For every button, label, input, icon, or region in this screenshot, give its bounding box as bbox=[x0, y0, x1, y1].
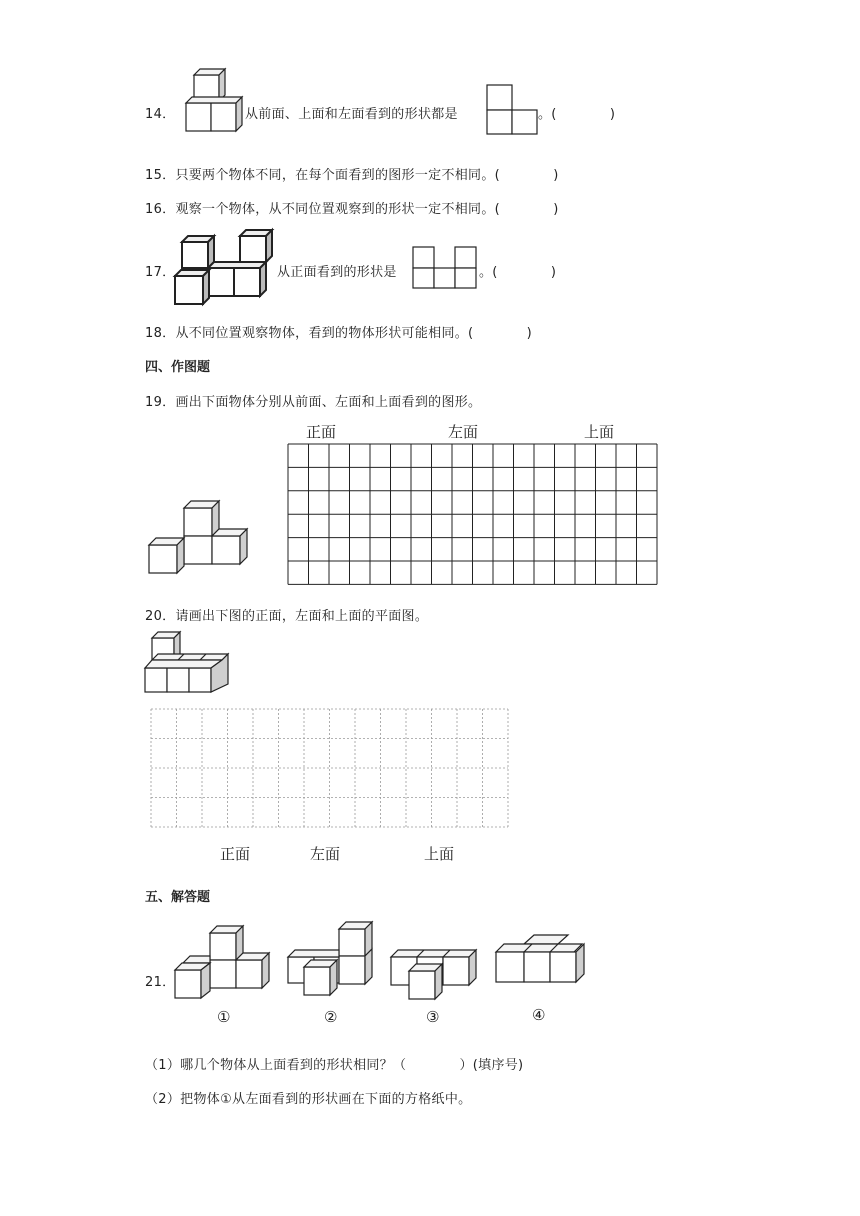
q14-text: 从前面、上面和左面看到的形状都是 bbox=[245, 107, 458, 122]
q14-number: 14． bbox=[145, 107, 176, 122]
q21-sub1-text: （1）哪几个物体从上面看到的形状相同？（ ）(填序号) bbox=[145, 1058, 524, 1073]
q21-figure-4 bbox=[494, 934, 588, 990]
q19-label-front: 正面 bbox=[306, 423, 337, 441]
q18-text: 18．从不同位置观察物体，看到的物体形状可能相同。( ) bbox=[145, 326, 532, 341]
q19-cube-figure bbox=[147, 500, 249, 576]
section-4-heading: 四、作图题 bbox=[145, 360, 211, 375]
q14-cube-figure bbox=[184, 67, 246, 133]
q20-grid-paper bbox=[150, 708, 510, 830]
q14-answer-shape bbox=[486, 84, 538, 136]
q20-label-front: 正面 bbox=[220, 845, 251, 863]
q17-answer-shape bbox=[412, 246, 478, 290]
q19-text: 19．画出下面物体分别从前面、左面和上面看到的图形。 bbox=[145, 395, 482, 410]
q21-label-1: ① bbox=[217, 1008, 231, 1026]
q17-paren: 。( ) bbox=[479, 265, 557, 280]
q21-label-3: ③ bbox=[426, 1008, 440, 1026]
q20-cube-figure bbox=[143, 630, 233, 694]
q17-number: 17． bbox=[145, 265, 176, 280]
q16-text: 16．观察一个物体，从不同位置观察到的形状一定不相同。( ) bbox=[145, 202, 559, 217]
q19-grid-paper bbox=[287, 443, 659, 586]
q15-text: 15．只要两个物体不同，在每个面看到的图形一定不相同。( ) bbox=[145, 168, 559, 183]
q20-label-left: 左面 bbox=[310, 845, 341, 863]
q19-label-left: 左面 bbox=[448, 423, 479, 441]
q21-figure-1 bbox=[173, 921, 275, 1001]
q21-figure-2 bbox=[286, 917, 380, 999]
q21-figure-3 bbox=[389, 945, 483, 1001]
q21-label-4: ④ bbox=[532, 1006, 546, 1024]
section-5-heading: 五、解答题 bbox=[145, 890, 211, 905]
q21-label-2: ② bbox=[324, 1008, 338, 1026]
q21-number: 21． bbox=[145, 975, 176, 990]
q14-paren: 。( ) bbox=[538, 107, 616, 122]
q17-text: 从正面看到的形状是 bbox=[277, 265, 397, 280]
q19-label-top: 上面 bbox=[584, 423, 615, 441]
q17-cube-figure bbox=[172, 228, 276, 306]
q20-text: 20．请画出下图的正面，左面和上面的平面图。 bbox=[145, 609, 429, 624]
q21-sub2-text: （2）把物体①从左面看到的形状画在下面的方格纸中。 bbox=[145, 1092, 472, 1107]
q20-label-top: 上面 bbox=[424, 845, 455, 863]
